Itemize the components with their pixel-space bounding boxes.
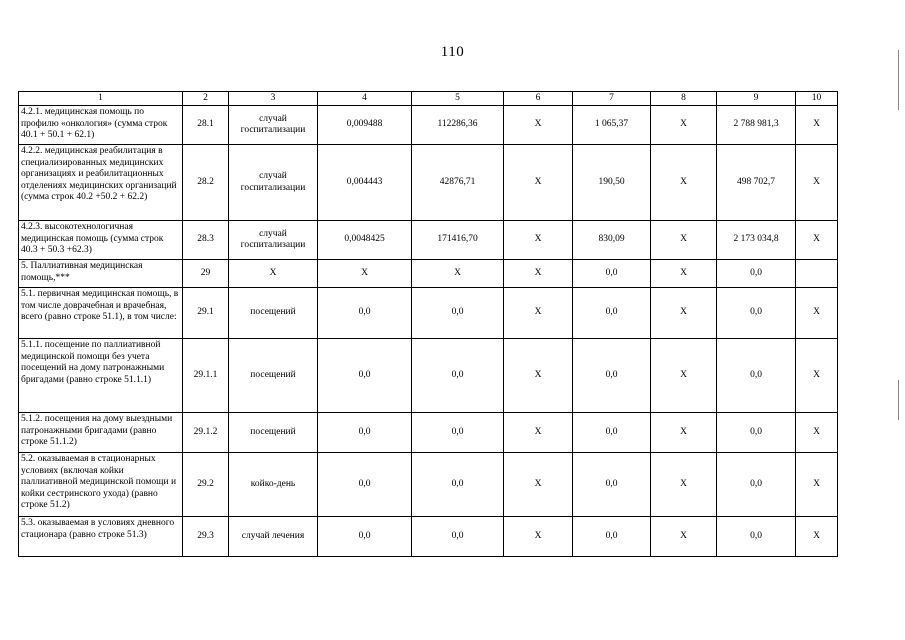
- table-cell: X: [504, 106, 573, 145]
- column-header: 7: [573, 92, 651, 106]
- table-cell: X: [318, 260, 412, 288]
- table-cell: 0,0: [318, 339, 412, 413]
- table-cell: 0,0: [573, 339, 651, 413]
- scan-edge-mark: [898, 380, 899, 420]
- row-description-cell: 4.2.1. медицинская помощь по профилю «онкология» (сумма строк 40.1 + 50.1 + 62.1): [19, 106, 183, 145]
- table-cell: 0,0: [717, 339, 796, 413]
- row-description-cell: 4.2.3. высокотехнологичная медицинская помощь (сумма строк 40.3 + 50.3 +62.3): [19, 221, 183, 260]
- column-header: 6: [504, 92, 573, 106]
- table-cell: 0,0: [573, 260, 651, 288]
- table-cell: 0,004443: [318, 145, 412, 221]
- table-cell: 0,0: [573, 453, 651, 517]
- table-cell: 171416,70: [412, 221, 504, 260]
- table-cell: 190,50: [573, 145, 651, 221]
- table-cell: 0,0: [318, 413, 412, 453]
- column-header: 10: [796, 92, 838, 106]
- row-description-cell: 5.2. оказываемая в стационарных условиях (включая койки паллиативной медицинской помощи и койки сестринского ухода) (равно строке 51.2): [19, 453, 183, 517]
- table-cell: X: [796, 517, 838, 557]
- table-cell: [796, 260, 838, 288]
- table-cell: 29.1.2: [183, 413, 229, 453]
- table-cell: X: [651, 221, 717, 260]
- table-cell: X: [651, 260, 717, 288]
- table-cell: 0,009488: [318, 106, 412, 145]
- table-cell: 0,0: [573, 517, 651, 557]
- row-description-cell: 5.1.2. посещения на дому выездными патронажными бригадами (равно строке 51.1.2): [19, 413, 183, 453]
- table-cell: 0,0: [717, 453, 796, 517]
- data-table: [18, 91, 838, 557]
- column-header: 9: [717, 92, 796, 106]
- table-header-row: [19, 92, 838, 106]
- table-cell: X: [796, 413, 838, 453]
- table-cell: X: [504, 517, 573, 557]
- column-header: 8: [651, 92, 717, 106]
- table-row: [19, 221, 838, 260]
- table-cell: X: [651, 517, 717, 557]
- table-cell: 0,0: [318, 453, 412, 517]
- table-cell: 29.2: [183, 453, 229, 517]
- row-description-cell: 5.1.1. посещение по паллиативной медицинской помощи без учета посещений на дому патронажными бригадами (равно строке 51.1.1): [19, 339, 183, 413]
- table-cell: 0,0048425: [318, 221, 412, 260]
- table-cell: X: [229, 260, 318, 288]
- table-cell: 0,0: [318, 517, 412, 557]
- table-cell: 1 065,37: [573, 106, 651, 145]
- table-cell: X: [504, 260, 573, 288]
- table-row: [19, 413, 838, 453]
- table-cell: 42876,71: [412, 145, 504, 221]
- table-cell: 830,09: [573, 221, 651, 260]
- table-cell: X: [504, 288, 573, 339]
- table-cell: посещений: [229, 339, 318, 413]
- table-cell: 0,0: [412, 339, 504, 413]
- table-cell: X: [504, 339, 573, 413]
- table-cell: 0,0: [412, 517, 504, 557]
- table-cell: 0,0: [573, 288, 651, 339]
- table-cell: 0,0: [573, 413, 651, 453]
- table-cell: койко-день: [229, 453, 318, 517]
- table-row: [19, 288, 838, 339]
- table-cell: 28.3: [183, 221, 229, 260]
- table-cell: 0,0: [412, 413, 504, 453]
- table-cell: случай госпитализации: [229, 145, 318, 221]
- table-cell: 0,0: [412, 453, 504, 517]
- table-cell: 0,0: [717, 288, 796, 339]
- table-row: [19, 453, 838, 517]
- table-row: [19, 517, 838, 557]
- table-cell: 112286,36: [412, 106, 504, 145]
- table-cell: 0,0: [717, 260, 796, 288]
- table-cell: 2 788 981,3: [717, 106, 796, 145]
- table-cell: 29.1.1: [183, 339, 229, 413]
- table-cell: X: [651, 339, 717, 413]
- table-cell: X: [796, 145, 838, 221]
- table-cell: 0,0: [318, 288, 412, 339]
- table-cell: X: [796, 339, 838, 413]
- table-cell: 29.1: [183, 288, 229, 339]
- table-cell: 0,0: [717, 517, 796, 557]
- table-cell: 498 702,7: [717, 145, 796, 221]
- column-header: 3: [229, 92, 318, 106]
- table-row: [19, 339, 838, 413]
- table-cell: 28.2: [183, 145, 229, 221]
- table-cell: X: [651, 145, 717, 221]
- table-cell: X: [504, 221, 573, 260]
- row-description-cell: 5.1. первичная медицинская помощь, в том числе доврачебная и врачебная, всего (равно строке 51.1), в том числе:: [19, 288, 183, 339]
- table-cell: посещений: [229, 288, 318, 339]
- table-row: [19, 260, 838, 288]
- row-description-cell: 4.2.2. медицинская реабилитация в специализированных медицинских организациях и реабилитационных отделениях медицинских организаций (сумма строк 40.2 +50.2 + 62.2): [19, 145, 183, 221]
- table-cell: X: [651, 106, 717, 145]
- table-cell: X: [796, 221, 838, 260]
- table-cell: X: [796, 288, 838, 339]
- column-header: 4: [318, 92, 412, 106]
- table-cell: посещений: [229, 413, 318, 453]
- table-cell: 29.3: [183, 517, 229, 557]
- row-description-cell: 5.3. оказываемая в условиях дневного стационара (равно строке 51.3): [19, 517, 183, 557]
- table-cell: X: [504, 145, 573, 221]
- column-header: 5: [412, 92, 504, 106]
- table-cell: X: [651, 453, 717, 517]
- table-cell: X: [796, 453, 838, 517]
- table-cell: случай госпитализации: [229, 106, 318, 145]
- table-cell: X: [651, 413, 717, 453]
- table-cell: случай госпитализации: [229, 221, 318, 260]
- scan-edge-mark: [898, 50, 899, 110]
- page-number: 110: [440, 44, 465, 60]
- table-cell: 29: [183, 260, 229, 288]
- column-header: 2: [183, 92, 229, 106]
- table-cell: случай лечения: [229, 517, 318, 557]
- table-cell: 0,0: [717, 413, 796, 453]
- table-cell: X: [412, 260, 504, 288]
- table-cell: 28.1: [183, 106, 229, 145]
- column-header: 1: [19, 92, 183, 106]
- row-description-cell: 5. Паллиативная медицинская помощь,***: [19, 260, 183, 288]
- table-cell: X: [651, 288, 717, 339]
- table-cell: 2 173 034,8: [717, 221, 796, 260]
- table-cell: X: [796, 106, 838, 145]
- table-cell: 0,0: [412, 288, 504, 339]
- table-cell: X: [504, 413, 573, 453]
- table-row: [19, 145, 838, 221]
- table-row: [19, 106, 838, 145]
- table-cell: X: [504, 453, 573, 517]
